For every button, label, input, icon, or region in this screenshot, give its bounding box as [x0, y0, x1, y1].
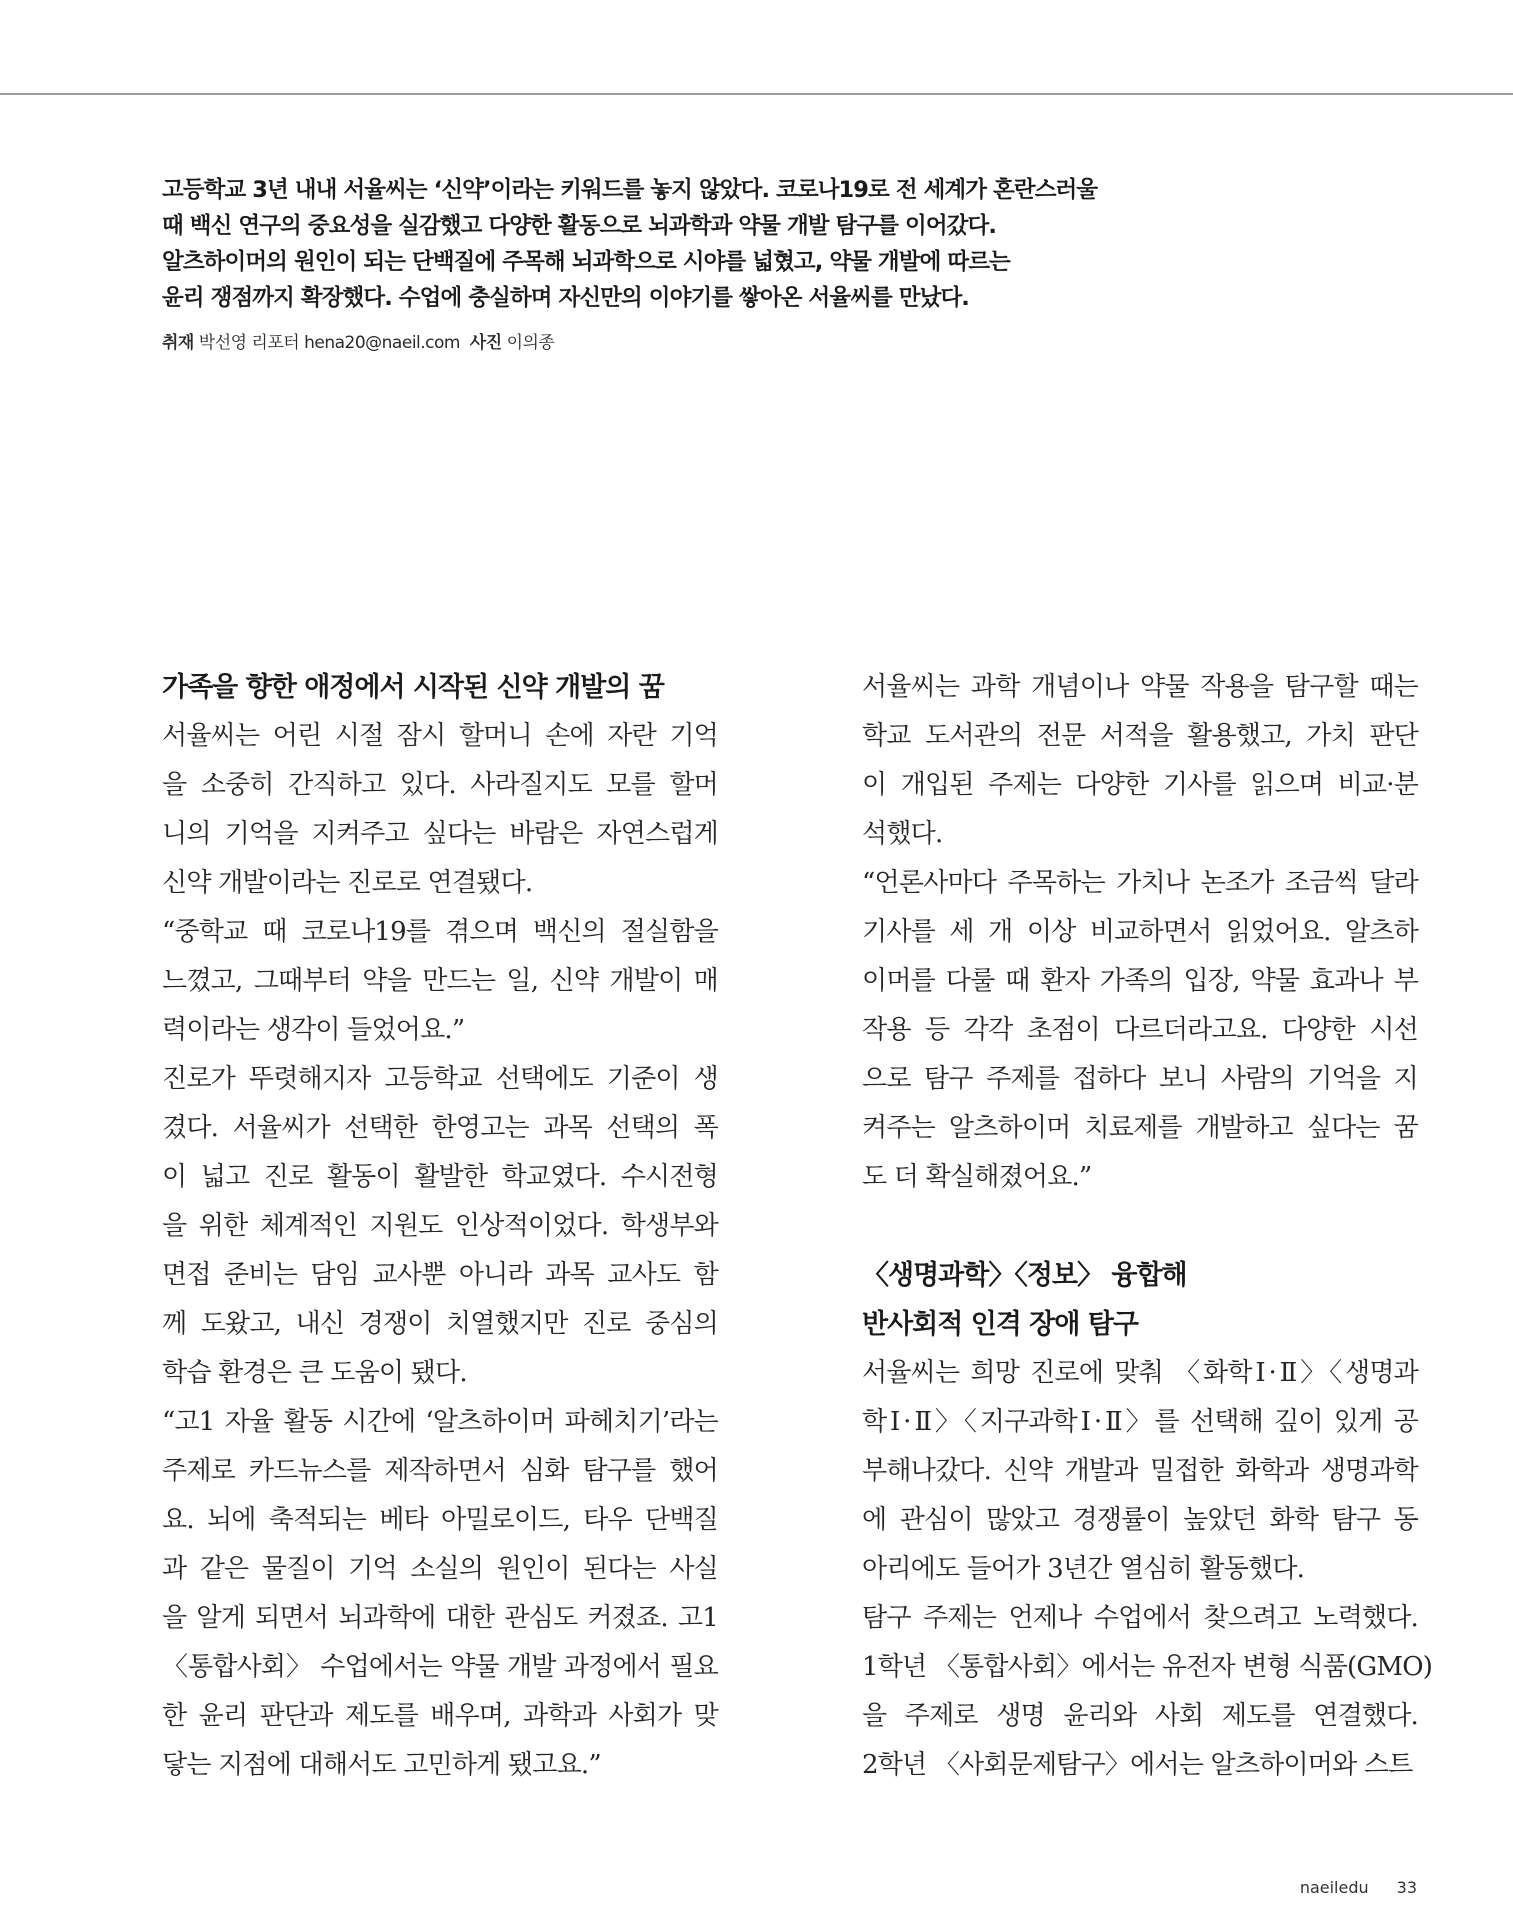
lead-paragraph — [162, 172, 1212, 316]
text-line: 을 위한 체계적인 지원도 인상적이었다. 학생부와 — [162, 1211, 718, 1241]
section-heading-line: 반사회적 인격 장애 탐구 — [862, 1309, 1139, 1340]
text-line: 1학년 〈통합사회〉에서는 유전자 변형 식품(GMO) — [862, 1652, 1433, 1682]
text-line: “고1 자율 활동 시간에 ‘알츠하이머 파헤치기’라는 — [162, 1407, 718, 1437]
text-line: 이 넓고 진로 활동이 활발한 학교였다. 수시전형 — [162, 1162, 718, 1192]
text-line: 한 윤리 판단과 제도를 배우며, 과학과 사회가 맞 — [162, 1701, 718, 1731]
text-line: 께 도왔고, 내신 경쟁이 치열했지만 진로 중심의 — [162, 1309, 718, 1339]
text-line: 기사를 세 개 이상 비교하면서 읽었어요. 알츠하 — [862, 917, 1418, 947]
text-line: 느꼈고, 그때부터 약을 만드는 일, 신약 개발이 매 — [162, 966, 718, 996]
text-line: 켜주는 알츠하이머 치료제를 개발하고 싶다는 꿈 — [862, 1113, 1418, 1143]
right-body-bottom — [862, 1349, 1433, 1790]
byline — [162, 328, 554, 353]
left-column — [162, 663, 722, 1790]
text-line: 〈통합사회〉 수업에서는 약물 개발 과정에서 필요 — [162, 1652, 718, 1682]
text-line: 요. 뇌에 축적되는 베타 아밀로이드, 타우 단백질 — [162, 1505, 718, 1535]
page-footer — [1300, 1878, 1417, 1897]
text-line: 아리에도 들어가 3년간 열심히 활동했다. — [862, 1554, 1305, 1584]
lead-line: 윤리 쟁점까지 확장했다. 수업에 충실하며 자신만의 이야기를 쌓아온 서율씨를 만났다. — [162, 285, 969, 311]
text-line: 학Ⅰ·Ⅱ〉〈지구과학Ⅰ·Ⅱ〉를 선택해 깊이 있게 공 — [862, 1407, 1418, 1437]
section-heading: 가족을 향한 애정에서 시작된 신약 개발의 꿈 — [162, 672, 664, 703]
text-line: 으로 탐구 주제를 접하다 보니 사람의 기억을 지 — [862, 1064, 1418, 1094]
text-line: 서율씨는 어린 시절 잠시 할머니 손에 자란 기억 — [162, 721, 718, 751]
footer-brand: naeiledu — [1299, 1878, 1369, 1897]
page-number: 33 — [1396, 1878, 1417, 1897]
text-line: 부해나갔다. 신약 개발과 밀접한 화학과 생명과학 — [862, 1456, 1418, 1486]
text-line: 을 주제로 생명 윤리와 사회 제도를 연결했다. — [862, 1701, 1418, 1731]
interview-text: 박선영 리포터 hena20@naeil.com — [198, 333, 460, 353]
photo-label: 사진 — [469, 333, 502, 353]
text-line: 겼다. 서율씨가 선택한 한영고는 과목 선택의 폭 — [162, 1113, 718, 1143]
right-body-top — [862, 663, 1422, 1202]
text-line: 이 개입된 주제는 다양한 기사를 읽으며 비교·분 — [862, 770, 1418, 800]
text-line: “중학교 때 코로나19를 겪으며 백신의 절실함을 — [162, 917, 718, 947]
text-line: 진로가 뚜렷해지자 고등학교 선택에도 기준이 생 — [162, 1064, 718, 1094]
text-line: 학습 환경은 큰 도움이 됐다. — [162, 1358, 467, 1388]
text-line: 2학년 〈사회문제탐구〉에서는 알츠하이머와 스트 — [862, 1750, 1413, 1780]
text-line: 을 소중히 간직하고 있다. 사라질지도 모를 할머 — [162, 770, 718, 800]
lead-line: 알츠하이머의 원인이 되는 단백질에 주목해 뇌과학으로 시야를 넓혔고, 약물 개발에 따르는 — [162, 249, 1010, 275]
text-line: 탐구 주제는 언제나 수업에서 찾으려고 노력했다. — [862, 1603, 1418, 1633]
left-body — [162, 712, 722, 1790]
text-line: 서율씨는 희망 진로에 맞춰 〈화학Ⅰ·Ⅱ〉〈생명과 — [862, 1358, 1418, 1388]
lead-line: 고등학교 3년 내내 서율씨는 ‘신약’이라는 키워드를 놓지 않았다. 코로나19로 전 세계가 혼란스러울 — [162, 177, 1098, 203]
text-line: 도 더 확실해졌어요.” — [862, 1162, 1092, 1192]
text-line: 에 관심이 많았고 경쟁률이 높았던 화학 탐구 동 — [862, 1505, 1418, 1535]
text-line: 면접 준비는 담임 교사뿐 아니라 과목 교사도 함 — [162, 1260, 718, 1290]
text-line: 석했다. — [862, 819, 943, 849]
interview-label: 취재 — [162, 333, 194, 353]
text-line: 이머를 다룰 때 환자 가족의 입장, 약물 효과나 부 — [862, 966, 1418, 996]
text-line: 학교 도서관의 전문 서적을 활용했고, 가치 판단 — [862, 721, 1418, 751]
section-heading-line: 〈생명과학〉〈정보〉 융합해 — [862, 1260, 1187, 1291]
text-line: 서율씨는 과학 개념이나 약물 작용을 탐구할 때는 — [862, 672, 1418, 702]
text-line: 을 알게 되면서 뇌과학에 대한 관심도 커졌죠. 고1 — [162, 1603, 718, 1633]
text-line: 신약 개발이라는 진로로 연결됐다. — [162, 868, 533, 898]
text-line: 주제로 카드뉴스를 제작하면서 심화 탐구를 했어 — [162, 1456, 718, 1486]
right-column — [862, 663, 1433, 1790]
text-line: 과 같은 물질이 기억 소실의 원인이 된다는 사실 — [162, 1554, 718, 1584]
text-line: 작용 등 각각 초점이 다르더라고요. 다양한 시선 — [862, 1015, 1418, 1045]
photo-text: 이의종 — [506, 333, 555, 353]
section-gap — [862, 1202, 1422, 1251]
text-line: “언론사마다 주목하는 가치나 논조가 조금씩 달라 — [862, 868, 1418, 898]
top-rule — [0, 93, 1513, 95]
lead-line: 때 백신 연구의 중요성을 실감했고 다양한 활동으로 뇌과학과 약물 개발 탐구를 이어갔다. — [162, 213, 996, 239]
text-line: 닿는 지점에 대해서도 고민하게 됐고요.” — [162, 1750, 601, 1780]
text-line: 니의 기억을 지켜주고 싶다는 바람은 자연스럽게 — [162, 819, 718, 849]
text-line: 력이라는 생각이 들었어요.” — [162, 1015, 465, 1045]
